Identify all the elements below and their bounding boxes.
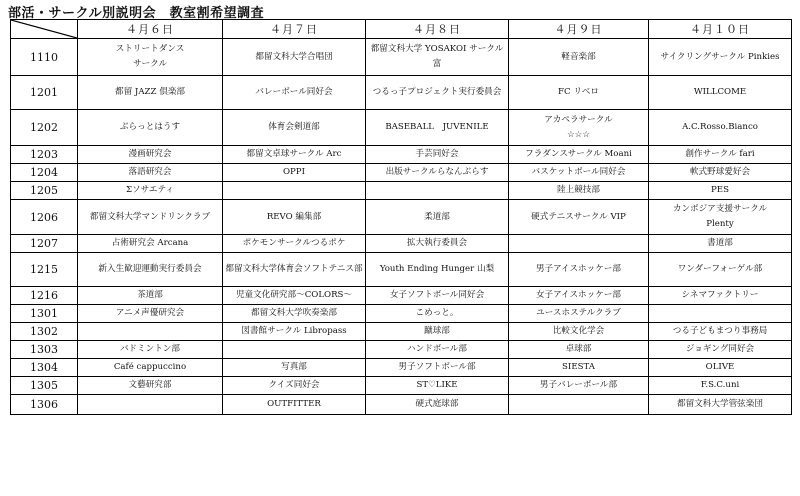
club-cell: クイズ同好会 xyxy=(223,377,366,395)
club-cell: 蹴球部 xyxy=(366,323,509,341)
table-row xyxy=(11,164,792,182)
club-cell-line: ストリートダンス xyxy=(115,44,185,54)
room-number-cell: 1216 xyxy=(11,287,78,305)
club-cell: ワンダーフォーゲル部 xyxy=(649,253,792,287)
club-cell: 図書館サークル Libropass xyxy=(223,323,366,341)
club-cell: OPPI xyxy=(223,164,366,182)
date-header: ４月９日 xyxy=(509,20,649,39)
table-row xyxy=(11,235,792,253)
club-cell: 男子バレーボール部 xyxy=(509,377,649,395)
table-row xyxy=(11,110,792,146)
club-cell: BASEBALL JUVENILE xyxy=(366,110,509,146)
club-cell: 写真部 xyxy=(223,359,366,377)
room-number-cell: 1205 xyxy=(11,182,78,200)
club-cell: 柔道部 xyxy=(366,200,509,235)
table-row xyxy=(11,146,792,164)
club-cell: 書道部 xyxy=(649,235,792,253)
club-cell: 卓球部 xyxy=(509,341,649,359)
table-row xyxy=(11,76,792,110)
page-title: 部活・サークル別説明会 教室割希望調査 xyxy=(8,6,265,21)
room-schedule-table xyxy=(10,19,792,415)
club-cell: 都留文科大学体育会ソフトテニス部 xyxy=(223,253,366,287)
club-cell xyxy=(509,395,649,415)
table-row xyxy=(11,182,792,200)
club-cell: 都留文科大学 YOSAKOI サークル富 xyxy=(366,39,509,76)
date-header: ４月７日 xyxy=(223,20,366,39)
club-cell: Σソサエティ xyxy=(78,182,223,200)
room-number-cell: 1201 xyxy=(11,76,78,110)
club-cell: 創作サークル fari xyxy=(649,146,792,164)
club-cell: F.S.C.uni xyxy=(649,377,792,395)
club-cell: 女子ソフトボール同好会 xyxy=(366,287,509,305)
club-cell xyxy=(366,182,509,200)
club-cell: 出版サークルらなんぶらす xyxy=(366,164,509,182)
club-cell: Youth Ending Hunger 山梨 xyxy=(366,253,509,287)
club-cell-line: サークル xyxy=(132,59,168,69)
table-row xyxy=(11,395,792,415)
club-cell: SIESTA xyxy=(509,359,649,377)
club-cell xyxy=(649,200,792,235)
club-cell: 占術研究会 Arcana xyxy=(78,235,223,253)
room-number-cell: 1301 xyxy=(11,305,78,323)
club-cell: 漫画研究会 xyxy=(78,146,223,164)
club-cell: バスケットボール同好会 xyxy=(509,164,649,182)
room-number-cell: 1304 xyxy=(11,359,78,377)
date-header: ４月８日 xyxy=(366,20,509,39)
table-row xyxy=(11,39,792,76)
club-cell xyxy=(509,235,649,253)
club-cell: シネマファクトリー xyxy=(649,287,792,305)
club-cell: 軽音楽部 xyxy=(509,39,649,76)
club-cell: こめっと。 xyxy=(366,305,509,323)
club-cell: WILLCOME xyxy=(649,76,792,110)
club-cell: 体育会剣道部 xyxy=(223,110,366,146)
club-cell: 都留文科大学吹奏楽部 xyxy=(223,305,366,323)
room-number-cell: 1215 xyxy=(11,253,78,287)
club-cell-line: アカペラサークル xyxy=(544,114,613,125)
club-cell: アニメ声優研究会 xyxy=(78,305,223,323)
room-number-cell: 1203 xyxy=(11,146,78,164)
club-cell: 手芸同好会 xyxy=(366,146,509,164)
club-cell: PES xyxy=(649,182,792,200)
table-row xyxy=(11,377,792,395)
club-cell: つる子どもまつり事務局 xyxy=(649,323,792,341)
club-cell: 都留文科大学管弦楽団 xyxy=(649,395,792,415)
club-cell: 陸上競技部 xyxy=(509,182,649,200)
club-cell: 都留文卓球サークル Arc xyxy=(223,146,366,164)
table-row xyxy=(11,305,792,323)
club-cell xyxy=(223,182,366,200)
club-cell: 都留文科大学マンドリンクラブ xyxy=(78,200,223,235)
club-cell-line: カンボジア支援サークル xyxy=(672,204,768,214)
club-cell-line: ☆☆☆ xyxy=(566,129,591,140)
room-number-cell: 1206 xyxy=(11,200,78,235)
club-cell: バレーボール同好会 xyxy=(223,76,366,110)
club-cell: 都留文科大学合唱団 xyxy=(223,39,366,76)
club-cell: ぶらっとはうす xyxy=(78,110,223,146)
club-cell xyxy=(78,395,223,415)
club-cell: OUTFITTER xyxy=(223,395,366,415)
club-cell: 児童文化研究部～COLORS～ xyxy=(223,287,366,305)
room-number-cell: 1303 xyxy=(11,341,78,359)
table-row xyxy=(11,323,792,341)
club-cell: つるっ子プロジェクト実行委員会 xyxy=(366,76,509,110)
club-cell: 男子アイスホッケー部 xyxy=(509,253,649,287)
club-cell: 比較文化学会 xyxy=(509,323,649,341)
club-cell: 軟式野球愛好会 xyxy=(649,164,792,182)
club-cell xyxy=(78,323,223,341)
club-cell: REVO 編集部 xyxy=(223,200,366,235)
table-row xyxy=(11,200,792,235)
date-header: ４月１０日 xyxy=(649,20,792,39)
club-cell: FC リベロ xyxy=(509,76,649,110)
table-row xyxy=(11,341,792,359)
club-cell: ユースホステルクラブ xyxy=(509,305,649,323)
room-number-cell: 1305 xyxy=(11,377,78,395)
club-cell: 都留 JAZZ 倶楽部 xyxy=(78,76,223,110)
club-cell: サイクリングサークル Pinkies xyxy=(649,39,792,76)
room-number-cell: 1204 xyxy=(11,164,78,182)
diagonal-line xyxy=(11,20,77,38)
club-cell: ST♡LIKE xyxy=(366,377,509,395)
room-number-cell: 1207 xyxy=(11,235,78,253)
club-cell: 硬式テニスサークル VIP xyxy=(509,200,649,235)
club-cell: 女子アイスホッケー部 xyxy=(509,287,649,305)
club-cell: 文藝研究部 xyxy=(78,377,223,395)
room-number-cell: 1306 xyxy=(11,395,78,415)
table-row xyxy=(11,253,792,287)
club-cell: 落語研究会 xyxy=(78,164,223,182)
club-cell-line: Plenty xyxy=(706,219,734,229)
club-cell: A.C.Rosso.Bianco xyxy=(649,110,792,146)
club-cell: OLIVE xyxy=(649,359,792,377)
table-row xyxy=(11,359,792,377)
table-row xyxy=(11,287,792,305)
club-cell: フラダンスサークル Moani xyxy=(509,146,649,164)
club-cell: Café cappuccino xyxy=(78,359,223,377)
corner-cell xyxy=(11,20,78,39)
table-body xyxy=(11,39,792,415)
room-number-cell: 1110 xyxy=(11,39,78,76)
club-cell xyxy=(223,341,366,359)
room-number-cell: 1202 xyxy=(11,110,78,146)
room-number-cell: 1302 xyxy=(11,323,78,341)
club-cell xyxy=(649,305,792,323)
date-header: ４月６日 xyxy=(78,20,223,39)
club-cell: 硬式庭球部 xyxy=(366,395,509,415)
club-cell xyxy=(78,39,223,76)
club-cell: ジョギング同好会 xyxy=(649,341,792,359)
club-cell: ポケモンサークルつるポケ xyxy=(223,235,366,253)
header-row xyxy=(11,20,792,39)
club-cell: 茶道部 xyxy=(78,287,223,305)
club-cell: 新入生歓迎運動実行委員会 xyxy=(78,253,223,287)
club-cell xyxy=(509,110,649,146)
club-cell: バドミントン部 xyxy=(78,341,223,359)
club-cell: ハンドボール部 xyxy=(366,341,509,359)
club-cell: 拡大執行委員会 xyxy=(366,235,509,253)
club-cell: 男子ソフトボール部 xyxy=(366,359,509,377)
